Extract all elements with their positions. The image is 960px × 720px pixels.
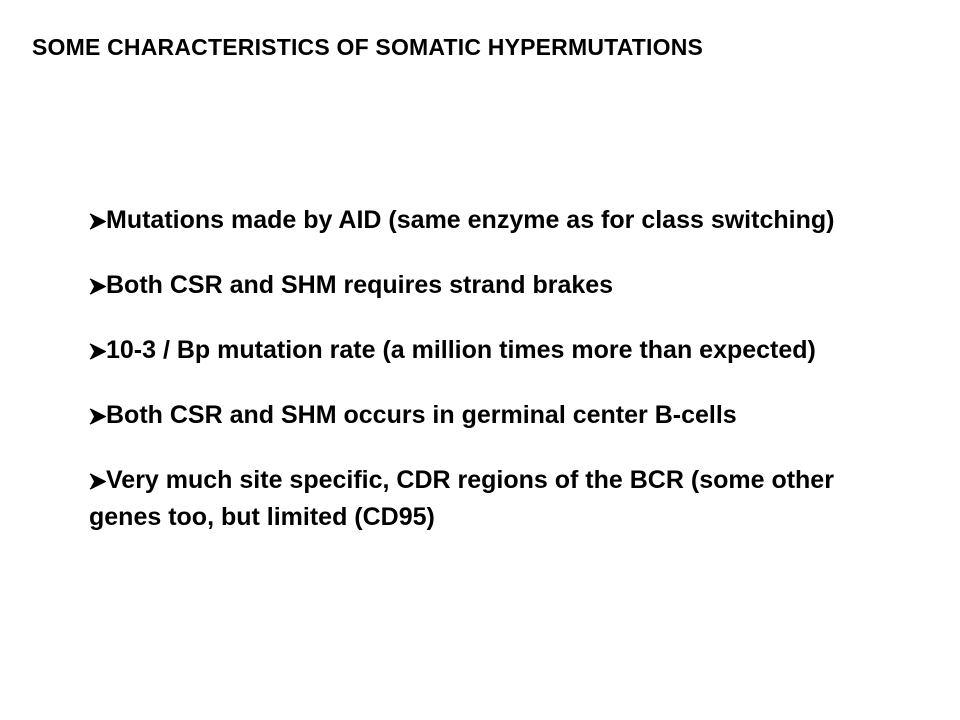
bullet-item-mutation-rate <box>89 332 879 369</box>
bullet-item-strand-brakes <box>89 267 879 304</box>
bullet-text: Both CSR and SHM occurs in germinal center B-cells <box>106 401 737 429</box>
arrowhead-bullet-icon <box>89 473 106 490</box>
arrowhead-bullet-icon <box>89 408 106 425</box>
bullet-item-germinal-center <box>89 397 879 434</box>
bullet-list <box>89 202 879 536</box>
arrowhead-bullet-icon <box>89 343 106 360</box>
bullet-item-aid <box>89 202 879 239</box>
arrowhead-bullet-icon <box>89 213 106 230</box>
bullet-text: Mutations made by AID (same enzyme as for class switching) <box>106 206 835 234</box>
bullet-text: Very much site specific, CDR regions of the BCR (some other genes too, but limited (CD95) <box>89 466 834 531</box>
slide-title: SOME CHARACTERISTICS OF SOMATIC HYPERMUTATIONS <box>32 34 704 60</box>
bullet-text: Both CSR and SHM requires strand brakes <box>106 271 614 299</box>
bullet-item-site-specific <box>89 462 879 536</box>
bullet-text: 10-3 / Bp mutation rate (a million times more than expected) <box>106 336 816 364</box>
arrowhead-bullet-icon <box>89 278 106 295</box>
